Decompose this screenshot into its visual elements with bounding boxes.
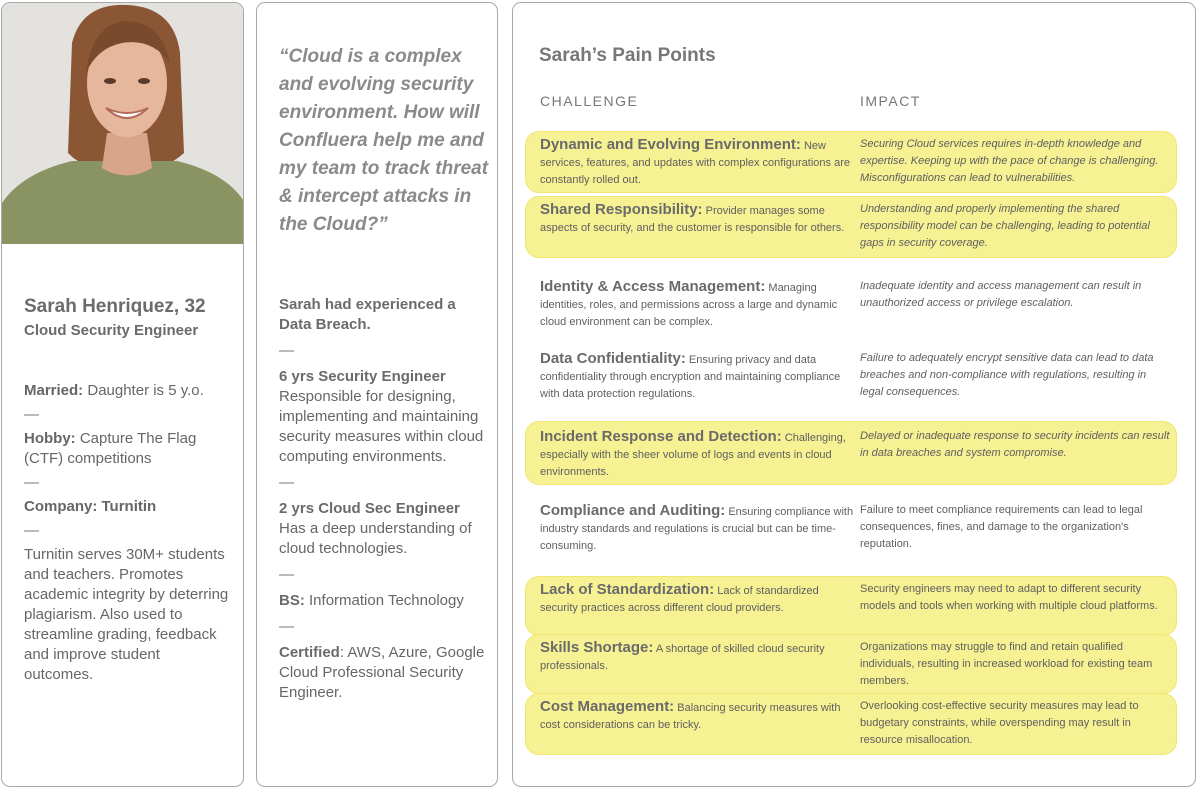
married-info [24, 381, 229, 401]
separator: — [24, 522, 39, 539]
challenge-heading: Skills Shortage: [540, 639, 654, 656]
challenge-cell [540, 136, 855, 189]
education-value: Information Technology [304, 592, 464, 609]
challenge-cell [540, 502, 855, 555]
certification-info [279, 643, 491, 703]
hobby-value: Capture The Flag (CTF) competitions [24, 430, 197, 467]
separator: — [24, 406, 39, 423]
impact-cell: Security engineers may need to adapt to different security models and tools when working with multiple cloud platforms. [860, 583, 1158, 612]
impact-cell: Inadequate identity and access management can result in unauthorized access or privilege escalation. [860, 280, 1142, 309]
education-label: BS: [279, 592, 305, 609]
challenge-text: Provider manages some aspects of security, and the customer is responsible for others. [540, 205, 845, 234]
married-label: Married: [24, 382, 84, 399]
impact-cell: Delayed or inadequate response to security incidents can result in data breaches and system compromise. [860, 430, 1170, 459]
experience-2-description: Has a deep understanding of cloud technologies. [279, 520, 472, 557]
company-label: Company: Turnitin [24, 498, 157, 515]
profile-card [1, 2, 244, 787]
challenge-heading: Cost Management: [540, 698, 675, 715]
impact-cell: Failure to adequately encrypt sensitive data can lead to data breaches and non-compliance with regulations, resulting in legal consequences. [860, 352, 1154, 398]
challenge-heading: Lack of Standardization: [540, 581, 715, 598]
challenge-cell [540, 350, 855, 403]
hobby-label: Hobby: [24, 430, 76, 447]
quote-card [256, 2, 498, 787]
challenge-cell [540, 201, 855, 237]
challenge-heading: Incident Response and Detection: [540, 428, 782, 445]
challenge-text: A shortage of skilled cloud security professionals. [540, 643, 825, 672]
company-description: Turnitin serves 30M+ students and teachers. Promotes academic integrity by deterring plagiarism. Also used to streamline grading, feedback and improve student outcomes. [24, 546, 229, 683]
impact-cell: Securing Cloud services requires in-depth knowledge and expertise. Keeping up with the pace of change is challenging. Misconfigurations can lead to vulnerabilities. [860, 138, 1159, 184]
separator: — [279, 342, 294, 359]
impact-column-header: IMPACT [860, 93, 921, 109]
education-info [279, 591, 491, 611]
company-info [24, 497, 229, 517]
pain-points-card [512, 2, 1196, 787]
challenge-text: Ensuring compliance with industry standards and regulations is crucial but can be time-consuming. [540, 506, 854, 552]
challenge-cell [540, 639, 855, 675]
challenge-text: Balancing security measures with cost considerations can be tricky. [540, 702, 841, 731]
experience-1-description: Responsible for designing, implementing and maintaining security measures within cloud computing environments. [279, 388, 484, 465]
challenge-heading: Identity & Access Management: [540, 278, 766, 295]
challenge-text: Ensuring privacy and data confidentiality through encryption and maintaining compliance with data protection regulations. [540, 354, 841, 400]
impact-cell: Overlooking cost-effective security measures may lead to budgetary constraints, while overspending may result in resource misallocation. [860, 700, 1139, 746]
breach-note: Sarah had experienced a Data Breach. [279, 296, 456, 333]
married-value: Daughter is 5 y.o. [83, 382, 204, 399]
challenge-cell [540, 428, 855, 481]
experience-2-title: 2 yrs Cloud Sec Engineer [279, 500, 460, 517]
persona-role: Cloud Security Engineer [24, 322, 199, 339]
impact-cell: Understanding and properly implementing the shared responsibility model can be challenging, leading to potential gaps in security coverage. [860, 203, 1150, 249]
separator: — [279, 474, 294, 491]
challenge-heading: Data Confidentiality: [540, 350, 686, 367]
challenge-text: Lack of standardized security practices across different cloud providers. [540, 585, 819, 614]
separator: — [24, 474, 39, 491]
persona-quote: “Cloud is a complex and evolving security environment. How will Confluera help me and my team to track threat & intercept attacks in the Cloud?” [279, 46, 489, 235]
impact-cell: Organizations may struggle to find and retain qualified individuals, resulting in increased workload for existing team members. [860, 641, 1153, 687]
hobby-info [24, 429, 229, 469]
certification-value: : AWS, Azure, Google Cloud Professional Security Engineer. [279, 644, 485, 701]
challenge-cell [540, 278, 855, 331]
profile-photo [2, 3, 244, 244]
challenge-cell [540, 698, 855, 734]
certification-label: Certified [279, 644, 340, 661]
challenge-cell [540, 581, 855, 617]
challenge-heading: Compliance and Auditing: [540, 502, 726, 519]
pain-points-title: Sarah’s Pain Points [539, 45, 716, 66]
challenge-text: Challenging, especially with the sheer volume of logs and events in cloud environments. [540, 432, 846, 478]
persona-name: Sarah Henriquez, 32 [24, 296, 206, 317]
challenge-text: Managing identities, roles, and permissions across a large and dynamic cloud environment can be complex. [540, 282, 838, 328]
separator: — [279, 618, 294, 635]
experience-1-title: 6 yrs Security Engineer [279, 368, 446, 385]
challenge-heading: Dynamic and Evolving Environment: [540, 136, 801, 153]
challenge-heading: Shared Responsibility: [540, 201, 703, 218]
challenge-column-header: CHALLENGE [540, 93, 639, 109]
impact-cell: Failure to meet compliance requirements can lead to legal consequences, fines, and damage to the organization's reputation. [860, 504, 1143, 550]
separator: — [279, 566, 294, 583]
challenge-text: New services, features, and updates with complex configurations are constantly rolled out. [540, 140, 850, 186]
